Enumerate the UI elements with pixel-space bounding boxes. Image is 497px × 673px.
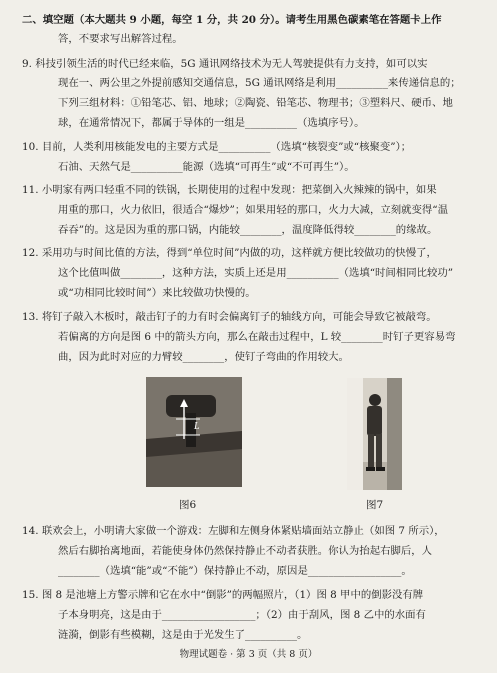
q9-line4: 球，在通常情况下，都属于导体的一组是__________（选填序号）。 bbox=[58, 117, 365, 129]
q13-line3: 曲，因为此时对应的力臂较________，使钉子弯曲的作用较大。 bbox=[58, 351, 349, 363]
fig6-length-label: L bbox=[194, 421, 200, 432]
figure-7-photo bbox=[347, 378, 402, 490]
q15-line2: 子本身明亮，这是由于__________________；（2）由于刮风，图 8 乙中的水面有 bbox=[58, 609, 426, 621]
q11-line2: 用重的那口，火力依旧，很适合“爆炒”；如果用轻的那口，火力大减，立刻就变得“温 bbox=[58, 204, 448, 216]
q14-line3: ________（选填“能”或“不能”）保持静止不动，原因是__________________。 bbox=[58, 565, 412, 577]
section-instructions: 答，不要求写出解答过程。 bbox=[58, 33, 183, 45]
q12-line2: 这个比值叫做________，这种方法，实质上还是用__________（选填“时间相同比较功” bbox=[58, 267, 454, 279]
hammer-nail-illustration bbox=[146, 377, 242, 487]
page-footer: 物理试题卷 · 第 3 页（共 8 页） bbox=[179, 649, 318, 660]
q14-line1: 14. 联欢会上，小明请大家做一个游戏：左脚和左侧身体紧贴墙面站立静止（如图 7 所示）， bbox=[22, 525, 445, 537]
q13-line1: 13. 将钉子敲入木板时，敲击钉子的力有时会偏离钉子的轴线方向，可能会导致它被敲弯。 bbox=[22, 311, 437, 323]
q12-line1: 12. 采用功与时间比值的方法，得到“单位时间”内做的功，这样就方便比较做功的快慢了， bbox=[22, 247, 437, 259]
figure-7-caption: 图7 bbox=[366, 499, 384, 511]
q12-line3: 或“功相同比较时间”）来比较做功快慢的。 bbox=[58, 287, 256, 299]
q15-line3: 涟漪，倒影有些模糊，这是由于光发生了__________。 bbox=[58, 629, 308, 641]
q11-line3: 吞吞”的。这是因为重的那口锅，内能较________，温度降低得较________的缘故。 bbox=[58, 224, 438, 236]
person-by-wall-illustration bbox=[347, 378, 402, 490]
q9-line1: 9. 科技引领生活的时代已经来临，5G 通讯网络技术为无人驾驶提供有力支持，如可以实 bbox=[22, 58, 428, 70]
q9-line2: 现在一、两公里之外提前感知交通信息，5G 通讯网络是利用__________来传递信息的； bbox=[58, 77, 461, 89]
q14-line2: 然后右脚抬离地面，若能使身体仍然保持静止不动者获胜。你认为抬起右脚后，人 bbox=[58, 545, 433, 557]
q10-line2: 石油、天然气是__________能源（选填“可再生”或“不可再生”）。 bbox=[58, 161, 355, 173]
q13-line2: 若偏离的方向是图 6 中的箭头方向，那么在敲击过程中，L 较________时钉子更容易弯 bbox=[58, 331, 456, 343]
q15-line1: 15. 图 8 是池塘上方警示牌和它在水中“倒影”的两幅照片，（1）图 8 甲中的倒影没有牌 bbox=[22, 589, 424, 601]
figure-6-caption: 图6 bbox=[179, 499, 197, 511]
q10-line1: 10. 目前，人类利用核能发电的主要方式是__________（选填“核裂变”或“核聚变”）； bbox=[22, 141, 412, 153]
q11-line1: 11. 小明家有两口轻重不同的铁锅，长期使用的过程中发现：把菜倒入火辣辣的锅中，如果 bbox=[22, 184, 437, 196]
figure-6-photo bbox=[146, 377, 242, 487]
q9-line3: 下列三组材料：①铅笔芯、铝、地球；②陶瓷、铅笔芯、物理书；③塑料尺、硬币、地 bbox=[58, 97, 453, 109]
section-title: 二、填空题（本大题共 9 小题，每空 1 分，共 20 分）。请考生用黑色碳素笔在答题卡上作 bbox=[22, 14, 442, 26]
